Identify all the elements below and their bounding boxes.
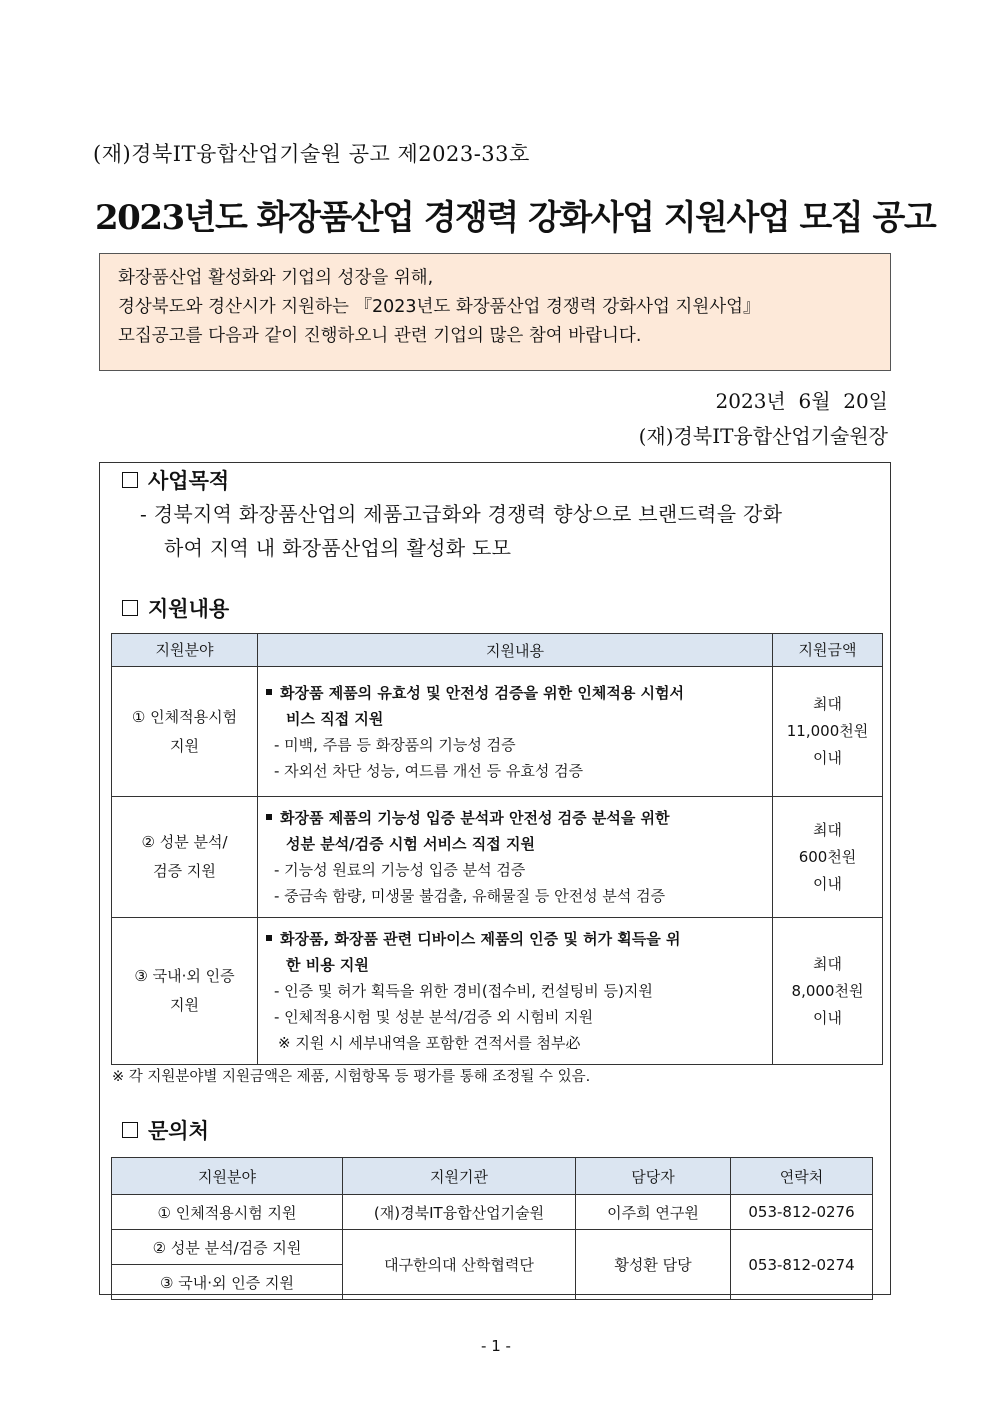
square-bullet-icon [266, 935, 272, 941]
header-amount: 지원금액 [773, 634, 883, 667]
square-bullet-icon [266, 814, 272, 820]
amount-text: 최대 [813, 954, 842, 973]
table-row [112, 797, 883, 918]
section-heading-contact [122, 1115, 209, 1145]
amount-text: 600천원 [798, 847, 857, 866]
support-table [111, 633, 883, 1065]
sub-item: - 자외선 차단 성능, 여드름 개선 등 유효성 검증 [274, 761, 584, 780]
contact-field: ② 성분 분석/검증 지원 [112, 1230, 343, 1265]
sub-item: - 인체적용시험 및 성분 분석/검증 외 시험비 지원 [274, 1008, 594, 1026]
field-text: ① 인체적용시험 [131, 707, 238, 726]
sub-item: - 미백, 주름 등 화장품의 기능성 검증 [274, 735, 516, 754]
checkbox-square-icon [122, 472, 138, 488]
amount-cell [773, 918, 883, 1065]
contact-field: ① 인체적용시험 지원 [112, 1195, 343, 1230]
note-item: ※ 지원 시 세부내역을 포함한 견적서를 첨부必 [278, 1034, 581, 1052]
sub-item: - 기능성 원료의 기능성 입증 분석 검증 [274, 861, 526, 879]
section-heading-purpose [122, 465, 229, 495]
header-field: 지원분야 [112, 634, 258, 667]
amount-text: 8,000천원 [791, 981, 864, 1000]
sub-item: - 중금속 함량, 미생물 불검출, 유해물질 등 안전성 분석 검증 [274, 887, 666, 905]
bullet-item-cont: 한 비용 지원 [286, 956, 369, 974]
intro-line: 모집공고를 다음과 같이 진행하오니 관련 기업의 많은 참여 바랍니다. [118, 326, 642, 346]
content-cell [258, 667, 773, 797]
field-text: ② 성분 분석/ [141, 833, 228, 851]
purpose-line: 하여 지역 내 화장품산업의 활성화 도모 [164, 536, 512, 560]
amount-text: 이내 [813, 874, 842, 893]
amount-text: 최대 [813, 695, 842, 713]
table-header-row [112, 1158, 873, 1195]
purpose-line: - 경북지역 화장품산업의 제품고급화와 경쟁력 향상으로 브랜드력을 강화 [140, 502, 783, 526]
amount-text: 11,000천원 [786, 722, 869, 740]
contact-phone: 053-812-0276 [731, 1195, 873, 1230]
page-title: 2023년도 화장품산업 경쟁력 강화사업 지원사업 모집 공고 [95, 198, 936, 238]
intro-line: 화장품산업 활성화와 기업의 성장을 위해, [118, 268, 434, 288]
content-cell [258, 797, 773, 918]
field-text: 검증 지원 [153, 862, 216, 880]
issuer-name: (재)경북IT융합산업기술원장 [638, 424, 888, 448]
bullet-item-cont: 성분 분석/검증 시험 서비스 직접 지원 [286, 835, 535, 853]
page-number: - 1 - [481, 1337, 511, 1355]
purpose-text [140, 497, 886, 565]
bullet-item-cont: 비스 직접 지원 [286, 709, 384, 728]
table-row [112, 918, 883, 1065]
notice-number: (재)경북IT융합산업기술원 공고 제2023-33호 [93, 142, 530, 166]
table-row [112, 1230, 873, 1265]
footnote: ※ 각 지원분야별 지원금액은 제품, 시험항목 등 평가를 통해 조정될 수 있음. [112, 1069, 591, 1085]
table-row [112, 1195, 873, 1230]
checkbox-square-icon [122, 1122, 138, 1138]
checkbox-square-icon [122, 600, 138, 616]
field-cell [112, 667, 258, 797]
contact-field: ③ 국내·외 인증 지원 [112, 1265, 343, 1300]
contact-person: 이주희 연구원 [576, 1195, 731, 1230]
content-cell [258, 918, 773, 1065]
header-person: 담당자 [576, 1158, 731, 1195]
section-heading-text: 문의처 [148, 1118, 209, 1143]
amount-text: 이내 [813, 1008, 842, 1027]
intro-box [99, 253, 891, 371]
section-heading-text: 사업목적 [148, 468, 230, 493]
bullet-item: 화장품 제품의 기능성 입증 분석과 안전성 검증 분석을 위한 [266, 805, 764, 831]
field-cell [112, 797, 258, 918]
header-field: 지원분야 [112, 1158, 343, 1195]
section-heading-support [122, 593, 229, 623]
amount-text: 이내 [813, 749, 842, 767]
field-cell [112, 918, 258, 1065]
table-header-row [112, 634, 883, 667]
intro-line: 경상북도와 경산시가 지원하는 『2023년도 화장품산업 경쟁력 강화사업 지원사업』 [118, 297, 761, 317]
section-heading-text: 지원내용 [148, 596, 230, 621]
amount-cell [773, 667, 883, 797]
header-org: 지원기관 [343, 1158, 576, 1195]
field-text: 지원 [170, 996, 199, 1014]
header-content: 지원내용 [258, 634, 773, 667]
square-bullet-icon [266, 689, 272, 695]
bullet-item: 화장품 제품의 유효성 및 안전성 검증을 위한 인체적용 시험서 [266, 680, 764, 706]
content-box [99, 462, 891, 1295]
field-text: ③ 국내·외 인증 [134, 967, 235, 985]
contact-phone: 053-812-0274 [731, 1230, 873, 1300]
amount-text: 최대 [813, 820, 842, 839]
table-row [112, 667, 883, 797]
notice-date: 2023년 6월 20일 [715, 389, 888, 413]
contact-org: (재)경북IT융합산업기술원 [343, 1195, 576, 1230]
contact-org: 대구한의대 산학협력단 [343, 1230, 576, 1300]
amount-cell [773, 797, 883, 918]
contact-table [111, 1157, 873, 1300]
field-text: 지원 [170, 736, 199, 755]
bullet-item: 화장품, 화장품 관련 디바이스 제품의 인증 및 허가 획득을 위 [266, 926, 764, 952]
contact-person: 황성환 담당 [576, 1230, 731, 1300]
sub-item: - 인증 및 허가 획득을 위한 경비(접수비, 컨설팅비 등)지원 [274, 982, 653, 1000]
header-phone: 연락처 [731, 1158, 873, 1195]
